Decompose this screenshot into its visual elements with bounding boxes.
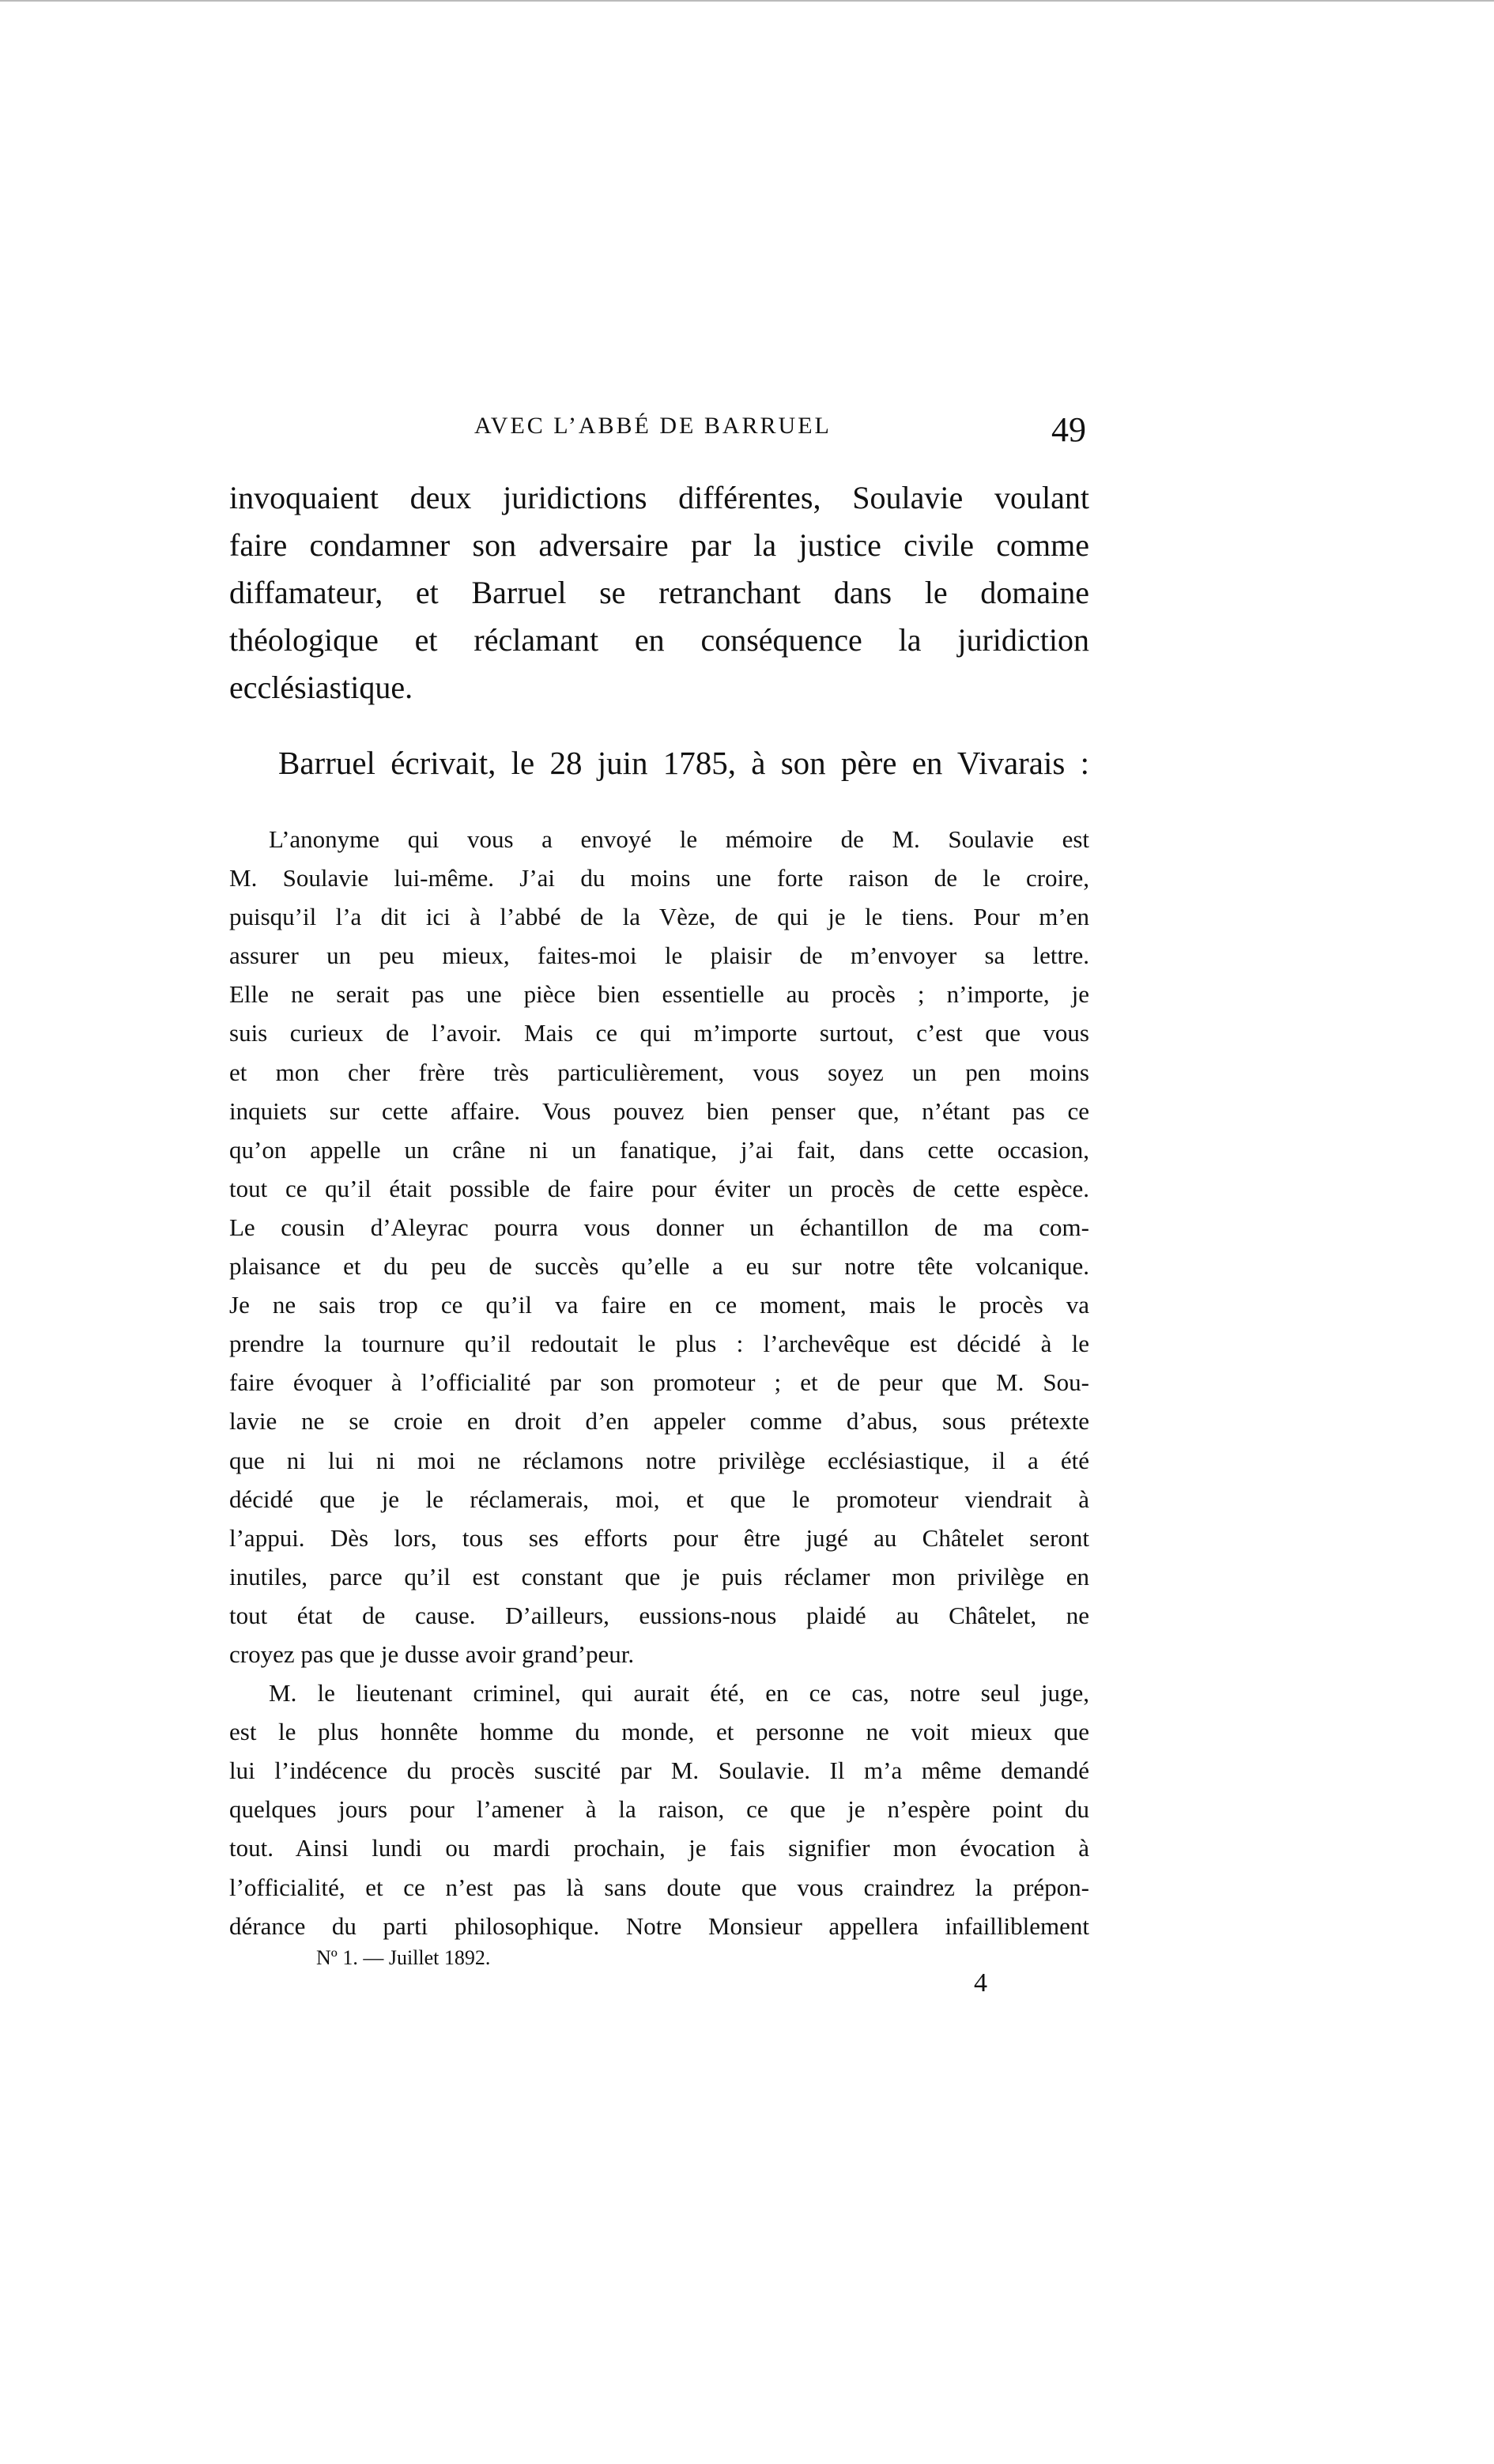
issue-footer: Nº 1. — Juillet 1892.: [316, 1946, 491, 1969]
quote-line: suis curieux de l’avoir. Mais ce qui m’importe surtout, c’est que vous: [229, 1019, 1089, 1047]
letter-introduction: [278, 739, 1089, 787]
quote-line: M. le lieutenant criminel, qui aurait été, en ce cas, notre seul juge,: [269, 1679, 1089, 1707]
quote-line: puisqu’il l’a dit ici à l’abbé de la Vèze, de qui je le tiens. Pour m’en: [229, 903, 1089, 931]
scan-edge-line: [0, 0, 1494, 2]
quote-line: qu’on appelle un crâne ni un fanatique, j’ai fait, dans cette occasion,: [229, 1135, 1089, 1164]
quote-line: M. Soulavie lui-même. J’ai du moins une forte raison de le croire,: [229, 864, 1089, 892]
quote-line: tout. Ainsi lundi ou mardi prochain, je fais signifier mon évocation à: [229, 1834, 1089, 1862]
signature-mark: 4: [974, 1968, 987, 1998]
quote-line: assurer un peu mieux, faites-moi le plaisir de m’envoyer sa lettre.: [229, 941, 1089, 970]
quoted-letter: [229, 820, 1089, 1945]
quote-line: Le cousin d’Aleyrac pourra vous donner un échantillon de ma com-: [229, 1213, 1089, 1241]
quote-line: faire évoquer à l’officialité par son promoteur ; et de peur que M. Sou-: [229, 1368, 1089, 1397]
quote-line: lui l’indécence du procès suscité par M. Soulavie. Il m’a même demandé: [229, 1756, 1089, 1785]
quote-line: Elle ne serait pas une pièce bien essentielle au procès ; n’importe, je: [229, 980, 1089, 1009]
quote-line: dérance du parti philosophique. Notre Monsieur appellera infailliblement: [229, 1911, 1089, 1940]
quote-line: décidé que je le réclamerais, moi, et que le promoteur viendrait à: [229, 1485, 1089, 1513]
page-number: 49: [1051, 410, 1086, 449]
quote-line: tout état de cause. D’ailleurs, eussions-nous plaidé au Châtelet, ne: [229, 1601, 1089, 1629]
body-line: ecclésiastique.: [229, 670, 413, 705]
body-line: théologique et réclamant en conséquence la juridiction: [229, 622, 1089, 658]
quote-line: et mon cher frère très particulièrement, vous soyez un pen moins: [229, 1058, 1089, 1086]
quote-line: prendre la tournure qu’il redoutait le plus : l’archevêque est décidé à le: [229, 1330, 1089, 1358]
body-paragraph: [229, 474, 1089, 711]
body-line: diffamateur, et Barruel se retranchant dans le domaine: [229, 575, 1089, 610]
quote-line: L’anonyme qui vous a envoyé le mémoire de M. Soulavie est: [269, 825, 1089, 853]
quote-line: inquiets sur cette affaire. Vous pouvez bien penser que, n’étant pas ce: [229, 1096, 1089, 1125]
quote-line: tout ce qu’il était possible de faire pour éviter un procès de cette espèce.: [229, 1174, 1089, 1202]
quote-line: que ni lui ni moi ne réclamons notre privilège ecclésiastique, il a été: [229, 1446, 1089, 1474]
quote-line: quelques jours pour l’amener à la raison, ce que je n’espère point du: [229, 1795, 1089, 1824]
quote-line: inutiles, parce qu’il est constant que je puis réclamer mon privilège en: [229, 1562, 1089, 1590]
quote-line: plaisance et du peu de succès qu’elle a eu sur notre tête volcanique.: [229, 1252, 1089, 1281]
body-line: invoquaient deux juridictions différentes, Soulavie voulant: [229, 480, 1089, 515]
quote-line: l’officialité, et ce n’est pas là sans doute que vous craindrez la prépon-: [229, 1873, 1089, 1901]
intro-text: Barruel écrivait, le 28 juin 1785, à son père en Vivarais :: [278, 745, 1089, 781]
quote-line: lavie ne se croie en droit d’en appeler comme d’abus, sous prétexte: [229, 1407, 1089, 1436]
quote-line: Je ne sais trop ce qu’il va faire en ce moment, mais le procès va: [229, 1291, 1089, 1319]
quote-line: croyez pas que je dusse avoir grand’peur.: [229, 1640, 635, 1668]
quote-line: l’appui. Dès lors, tous ses efforts pour être jugé au Châtelet seront: [229, 1523, 1089, 1552]
quote-line: est le plus honnête homme du monde, et personne ne voit mieux que: [229, 1718, 1089, 1746]
body-line: faire condamner son adversaire par la justice civile comme: [229, 527, 1089, 563]
running-title: AVEC L’ABBÉ DE BARRUEL: [474, 413, 832, 439]
